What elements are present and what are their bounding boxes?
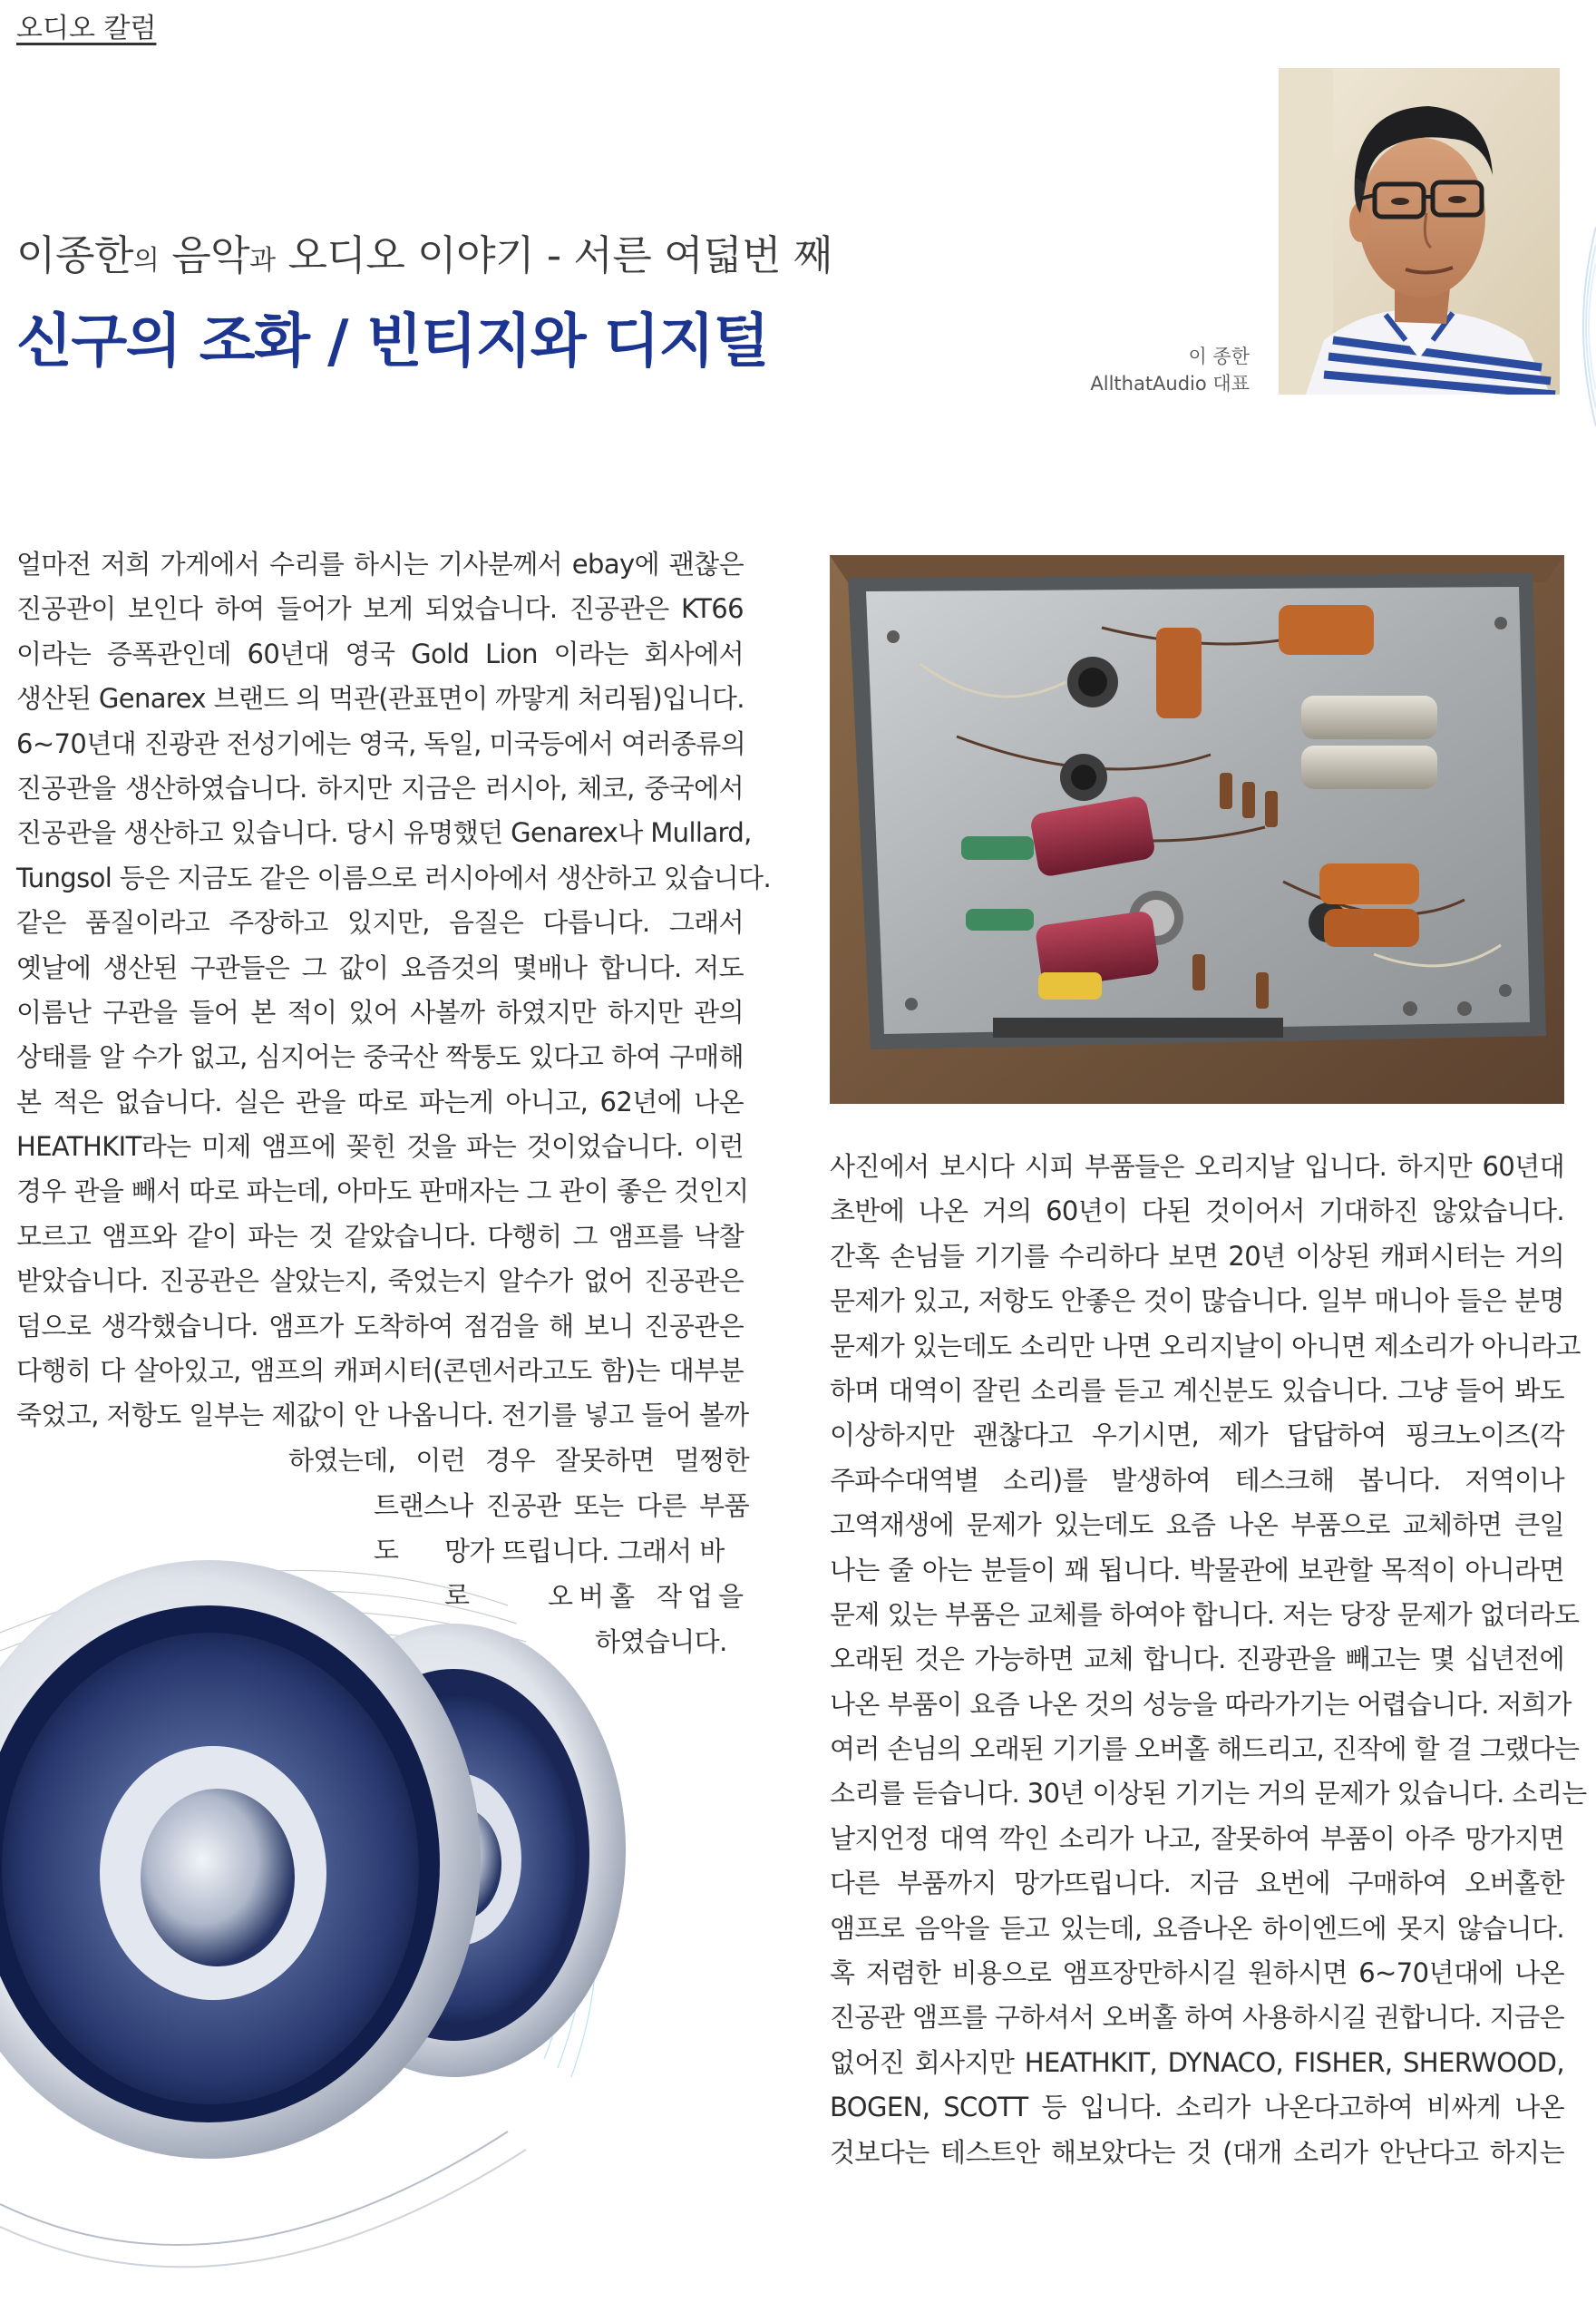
text-line: 진공관을 생산하고 있습니다. 당시 유명했던 Genarex나 Mullard,	[16, 817, 752, 849]
text-line: 경우 관을 빼서 따로 파는데, 아마도 판매자는 그 관이 좋은 것인지	[16, 1176, 749, 1207]
text-line: 상태를 알 수가 없고, 심지어는 중국산 짝퉁도 있다고 하여 구매해	[16, 1041, 744, 1073]
series-particle: 의	[132, 245, 160, 277]
article-headline: 신구의 조화 / 빈티지와 디지털	[16, 308, 768, 376]
article-body-right	[830, 1145, 1587, 2175]
text-line: HEATHKIT라는 미제 앰프에 꽂힌 것을 파는 것이었습니다. 이런	[16, 1131, 744, 1163]
text-line: 하며 대역이 잘린 소리를 듣고 계신분도 있습니다. 그냥 들어 봐도	[830, 1374, 1564, 1406]
text-line: 덤으로 생각했습니다. 앰프가 도착하여 점검을 해 보니 진공관은	[16, 1310, 744, 1341]
text-line: 다른 부품까지 망가뜨립니다. 지금 요번에 구매하여 오버홀한	[830, 1868, 1564, 1899]
text-line: 날지언정 대역 깍인 소리가 나고, 잘못하여 부품이 아주 망가지면	[830, 1822, 1564, 1854]
text-line: 문제가 있고, 저항도 안좋은 것이 많습니다. 일부 매니아 들은 분명	[830, 1285, 1564, 1317]
text-line: 진공관이 보인다 하여 들어가 보게 되었습니다. 진공관은 KT66	[16, 593, 744, 625]
text-line: 오버홀 작업을	[548, 1581, 749, 1612]
text-line: 고역재생에 문제가 있는데도 요즘 나온 부품으로 교체하면 큰일	[830, 1509, 1564, 1541]
text-line: Tungsol 등은 지금도 같은 이름으로 러시아에서 생산하고 있습니다.	[16, 862, 772, 893]
text-line: 간혹 손님들 기기를 수리하다 보면 20년 이상된 캐퍼시터는 거의	[830, 1240, 1564, 1272]
author-name: 이 종한	[1188, 346, 1250, 367]
text-line: 생산된 Genarex 브랜드 의 먹관(관표면이 까맣게 처리됨)입니다.	[16, 683, 744, 715]
text-line: 문제 있는 부품은 교체를 하여야 합니다. 저는 당장 문제가 없더라도	[830, 1598, 1580, 1630]
text-line: 얼마전 저희 가게에서 수리를 하시는 기사분께서 ebay에 괜찮은	[16, 549, 744, 580]
series-subtitle: 오디오 이야기 - 서른 여덟번 째	[275, 231, 832, 279]
text-line: 없어진 회사지만 HEATHKIT, DYNACO, FISHER, SHERWOOD,	[830, 2046, 1564, 2078]
text-line: 옛날에 생산된 구관들은 그 값이 요즘것의 몇배나 합니다. 저도	[16, 951, 744, 983]
decorative-lines	[1552, 218, 1596, 435]
text-line: 진공관 앰프를 구하셔서 오버홀 하여 사용하시길 권합니다. 지금은	[830, 2002, 1564, 2034]
text-line: 이라는 증폭관인데 60년대 영국 Gold Lion 이라는 회사에서	[16, 638, 744, 669]
section-label: 오디오 칼럼	[16, 13, 157, 44]
series-author-name: 이종한	[16, 231, 133, 279]
text-line: 나온 부품이 요즘 나온 것의 성능을 따라가기는 어렵습니다. 저희가	[830, 1688, 1572, 1720]
text-line: 여러 손님의 오래된 기기를 오버홀 해드리고, 진작에 할 걸 그랬다는	[830, 1733, 1580, 1765]
amplifier-photo	[830, 555, 1564, 1104]
text-line: 이상하지만 괜찮다고 우기시면, 제가 답답하여 핑크노이즈(각	[830, 1420, 1564, 1451]
text-line: 것보다는 테스트안 해보았다는 것 (대개 소리가 안난다고 하지는	[830, 2136, 1564, 2168]
text-line: 같은 품질이라고 주장하고 있지만, 음질은 다릅니다. 그래서	[16, 907, 744, 939]
text-line: BOGEN, SCOTT 등 입니다. 소리가 나온다고하여 비싸게 나온	[830, 2092, 1564, 2123]
author-title: AllthatAudio 대표	[1090, 373, 1250, 395]
text-line: 사진에서 보시다 시피 부품들은 오리지날 입니다. 하지만 60년대	[830, 1151, 1564, 1182]
text-line: 주파수대역별 소리)를 발생하여 테스크해 봅니다. 저역이나	[830, 1464, 1564, 1496]
author-portrait	[1279, 68, 1560, 395]
speaker-illustration	[0, 1497, 635, 2322]
series-word: 음악	[159, 231, 250, 279]
article-body-left	[16, 542, 772, 1439]
text-line: 6~70년대 진광관 전성기에는 영국, 독일, 미국등에서 여러종류의	[16, 727, 746, 759]
text-line: 초반에 나온 거의 60년이 다된 것이어서 기대하진 않았습니다.	[830, 1195, 1564, 1227]
text-line: 망가 뜨립니다. 그래서 바로	[444, 1536, 725, 1612]
text-line: 소리를 듣습니다. 30년 이상된 기기는 거의 문제가 있습니다. 소리는	[830, 1778, 1587, 1810]
text-line: 하였는데, 이런 경우 잘못하면 멀쩡한	[288, 1445, 749, 1476]
text-line: 모르고 앰프와 같이 파는 것 같았습니다. 다행히 그 앰프를 낙찰	[16, 1220, 744, 1252]
text-line: 앰프로 음악을 듣고 있는데, 요즘나온 하이엔드에 못지 않습니다.	[830, 1912, 1564, 1944]
text-line: 이름난 구관을 들어 본 적이 있어 사볼까 하였지만 하지만 관의	[16, 996, 744, 1028]
text-line: 본 적은 없습니다. 실은 관을 따로 파는게 아니고, 62년에 나온	[16, 1086, 744, 1117]
text-line: 죽었고, 저항도 일부는 제값이 안 나옵니다. 전기를 넣고 들어 볼까	[16, 1400, 749, 1431]
series-title	[16, 222, 832, 281]
text-line: 진공관을 생산하였습니다. 하지만 지금은 러시아, 체코, 중국에서	[16, 772, 744, 804]
series-particle: 과	[249, 245, 276, 277]
text-line: 문제가 있는데도 소리만 나면 오리지날이 아니면 제소리가 아니라고	[830, 1330, 1581, 1361]
text-line: 트랜스나 진공관 또는 다른 부품도	[374, 1490, 749, 1566]
text-line: 다행히 다 살아있고, 앰프의 캐퍼시터(콘덴서라고도 함)는 대부분	[16, 1355, 744, 1387]
text-line: 혹 저렴한 비용으로 앰프장만하시길 원하시면 6~70년대에 나온	[830, 1957, 1564, 1989]
text-line: 나는 줄 아는 분들이 꽤 됩니다. 박물관에 보관할 목적이 아니라면	[830, 1554, 1564, 1585]
text-line: 받았습니다. 진공관은 살았는지, 죽었는지 알수가 없어 진공관은	[16, 1265, 744, 1297]
text-line: 오래된 것은 가능하면 교체 합니다. 진광관을 빼고는 몇 십년전에	[830, 1644, 1564, 1675]
author-byline	[1090, 343, 1250, 397]
text-line: 하였습니다.	[595, 1626, 727, 1657]
